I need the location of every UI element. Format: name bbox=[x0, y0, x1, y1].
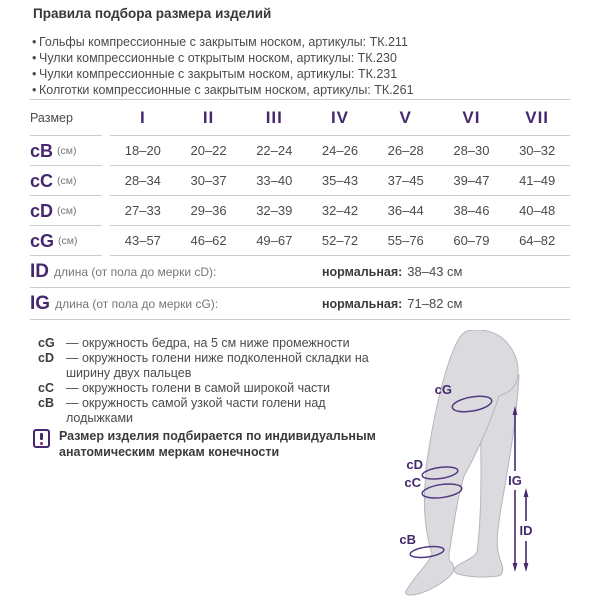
ig-arrow-down-icon bbox=[513, 563, 518, 572]
row-label: cC bbox=[30, 170, 54, 191]
list-item bbox=[32, 66, 414, 82]
definition-term: cB bbox=[38, 396, 54, 410]
row-unit: (см) bbox=[57, 144, 77, 157]
table-cell: 29–36 bbox=[190, 203, 227, 218]
list-item bbox=[32, 34, 414, 50]
table-cell: 35–43 bbox=[321, 173, 359, 188]
table-cell: 39–47 bbox=[453, 173, 490, 188]
table-cell: 28–34 bbox=[124, 173, 161, 188]
table-cell: 32–39 bbox=[256, 203, 293, 218]
size-column-header: Размер bbox=[30, 100, 102, 136]
table-cell: 30–37 bbox=[190, 173, 227, 188]
row-unit: (см) bbox=[57, 204, 77, 217]
table-cell: 20–22 bbox=[190, 143, 227, 158]
table-header-row bbox=[30, 100, 570, 136]
definition-term: cD bbox=[38, 351, 54, 365]
norm-value: 71–82 см bbox=[407, 296, 463, 311]
list-item-text: Чулки компрессионные с открытым носком, артикулы: ТК.230 bbox=[39, 51, 397, 65]
diagram-label-cc: cC bbox=[404, 475, 421, 490]
bullet-icon: • bbox=[32, 67, 37, 81]
table-cell: 27–33 bbox=[124, 203, 161, 218]
table-cell: 22–24 bbox=[256, 143, 293, 158]
id-arrow-up-icon bbox=[524, 488, 529, 497]
table-cell: 46–62 bbox=[190, 233, 227, 248]
size-header: VII bbox=[525, 107, 550, 127]
size-header: II bbox=[202, 107, 215, 127]
table-cell: 52–72 bbox=[321, 233, 359, 248]
size-header: IV bbox=[330, 107, 350, 127]
table-cell: 60–79 bbox=[453, 233, 490, 248]
list-item bbox=[32, 82, 414, 98]
table-row-cd bbox=[30, 196, 570, 226]
table-cell: 30–32 bbox=[519, 143, 556, 158]
row-label: cB bbox=[30, 140, 54, 161]
table-cell: 32–42 bbox=[321, 203, 359, 218]
diagram-label-cg: cG bbox=[434, 382, 452, 397]
id-arrow-down-icon bbox=[524, 563, 529, 572]
length-row-id bbox=[30, 256, 570, 288]
table-cell: 24–26 bbox=[321, 143, 359, 158]
table-cell: 36–44 bbox=[387, 203, 424, 218]
table-cell: 33–40 bbox=[256, 173, 293, 188]
size-header: I bbox=[139, 107, 146, 127]
table-row-cb bbox=[30, 136, 570, 166]
exclamation-icon bbox=[33, 429, 50, 448]
norm-label: нормальная: bbox=[322, 296, 403, 311]
table-cell: 43–57 bbox=[124, 233, 161, 248]
table-cell: 41–49 bbox=[519, 173, 556, 188]
note-text: Размер изделия подбирается по индивидуальным анатомическим меркам конечности bbox=[59, 429, 376, 459]
definition-text: — окружность голени ниже подколенной складки на ширину двух пальцев bbox=[66, 351, 369, 380]
bullet-icon: • bbox=[32, 51, 37, 65]
size-header: V bbox=[399, 107, 412, 127]
table-cell: 38–46 bbox=[453, 203, 490, 218]
row-unit: (см) bbox=[57, 174, 77, 187]
size-table bbox=[30, 99, 570, 320]
list-item-text: Чулки компрессионные с закрытым носком, артикулы: ТК.231 bbox=[39, 67, 398, 81]
definition-term: cG bbox=[38, 336, 55, 350]
diagram-label-cd: cD bbox=[406, 457, 423, 472]
row-label: cG bbox=[30, 230, 55, 251]
product-list bbox=[32, 34, 414, 98]
table-row-cg bbox=[30, 226, 570, 256]
definition-text: — окружность самой узкой части голени над лодыжками bbox=[66, 396, 326, 425]
bullet-icon: • bbox=[32, 83, 37, 97]
page-title: Правила подбора размера изделий bbox=[33, 6, 272, 21]
table-cell: 40–48 bbox=[519, 203, 556, 218]
table-cell: 49–67 bbox=[256, 233, 293, 248]
definition-item bbox=[38, 381, 392, 396]
table-cell: 64–82 bbox=[519, 233, 556, 248]
diagram-label-cb: cB bbox=[399, 532, 416, 547]
definition-term: cC bbox=[38, 381, 54, 395]
diagram-label-id: ID bbox=[519, 523, 533, 538]
size-header: III bbox=[265, 107, 283, 127]
bullet-icon: • bbox=[32, 35, 37, 49]
list-item bbox=[32, 50, 414, 66]
fitting-note bbox=[33, 428, 381, 460]
norm-label: нормальная: bbox=[322, 264, 403, 279]
size-headers bbox=[110, 100, 570, 136]
length-description: длина (от пола до мерки cG): bbox=[55, 296, 219, 311]
diagram-label-ig: IG bbox=[508, 473, 522, 488]
table-cell: 26–28 bbox=[387, 143, 424, 158]
length-row-ig bbox=[30, 288, 570, 320]
table-cell: 28–30 bbox=[453, 143, 490, 158]
definition-item bbox=[38, 396, 392, 426]
table-cell: 37–45 bbox=[387, 173, 424, 188]
leg-measurement-diagram bbox=[380, 330, 600, 600]
table-cell: 18–20 bbox=[124, 143, 161, 158]
table-cell: 55–76 bbox=[387, 233, 424, 248]
definition-item bbox=[38, 336, 392, 351]
measurement-definitions bbox=[38, 336, 392, 426]
size-header: VI bbox=[462, 107, 481, 127]
definition-text: — окружность голени в самой широкой части bbox=[66, 381, 331, 395]
list-item-text: Колготки компрессионные с закрытым носком, артикулы: ТК.261 bbox=[39, 83, 414, 97]
norm-value: 38–43 см bbox=[407, 264, 463, 279]
row-unit: (см) bbox=[58, 234, 78, 247]
row-label: ID bbox=[30, 261, 49, 282]
list-item-text: Гольфы компрессионные с закрытым носком, артикулы: ТК.211 bbox=[39, 35, 408, 49]
table-row-cc bbox=[30, 166, 570, 196]
length-description: длина (от пола до мерки cD): bbox=[54, 264, 217, 279]
row-label: cD bbox=[30, 200, 54, 221]
definition-item bbox=[38, 351, 392, 381]
definition-text: — окружность бедра, на 5 см ниже промежности bbox=[66, 336, 350, 350]
row-label: IG bbox=[30, 293, 51, 314]
